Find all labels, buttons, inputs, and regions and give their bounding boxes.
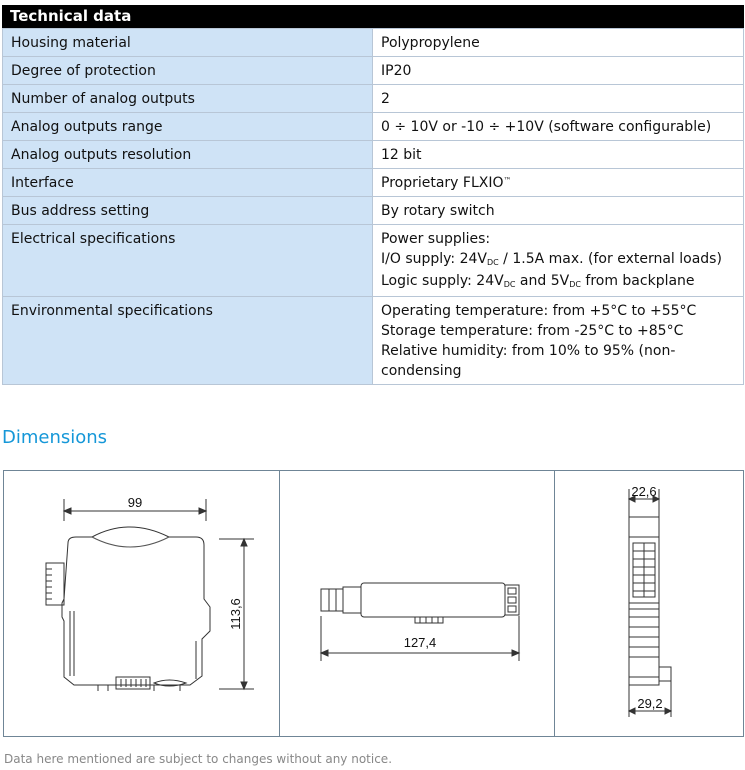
spec-value: 12 bit (373, 141, 744, 169)
trademark-symbol: ™ (503, 176, 512, 185)
top-view-panel (279, 471, 555, 736)
spec-value: 2 (373, 85, 744, 113)
subscript: DC (503, 280, 516, 289)
dimensions-figure (3, 470, 744, 737)
spec-key: Number of analog outputs (3, 85, 373, 113)
technical-data-header: Technical data (2, 5, 744, 28)
top-view-drawing (279, 471, 554, 737)
electrical-text: I/O supply: 24V (381, 251, 487, 267)
spec-value: IP20 (373, 57, 744, 85)
subscript: DC (569, 280, 581, 289)
electrical-text: / 1.5A max. (for external loads) (498, 251, 722, 267)
spec-row-resolution (3, 141, 744, 169)
electrical-line: Power supplies: (381, 231, 491, 247)
spec-row-housing (3, 29, 744, 57)
environmental-line: Relative humidity: from 10% to 95% (non-condensing (381, 343, 676, 379)
spec-key: Bus address setting (3, 197, 373, 225)
environmental-line: Storage temperature: from -25°C to +85°C (381, 323, 684, 339)
spec-value (373, 297, 744, 385)
electrical-line (381, 249, 735, 271)
spec-key: Environmental specifications (3, 297, 373, 385)
spec-row-bus-address (3, 197, 744, 225)
top-depth-label: 22,6 (631, 484, 657, 499)
spec-row-outputs (3, 85, 744, 113)
spec-row-interface (3, 169, 744, 197)
disclaimer-note: Data here mentioned are subject to changes without any notice. (4, 752, 393, 766)
dimensions-title: Dimensions (2, 427, 108, 448)
environmental-line: Operating temperature: from +5°C to +55°C (381, 303, 697, 319)
spec-key: Interface (3, 169, 373, 197)
electrical-text: Logic supply: 24V (381, 273, 504, 289)
spec-value: By rotary switch (373, 197, 744, 225)
spec-row-environmental (3, 297, 744, 385)
technical-data-table (2, 5, 744, 385)
spec-key: Degree of protection (3, 57, 373, 85)
width-label: 99 (127, 495, 143, 510)
spec-key: Electrical specifications (3, 225, 373, 297)
spec-row-electrical (3, 225, 744, 297)
electrical-text: from backplane (580, 273, 695, 289)
front-view-drawing (555, 471, 743, 737)
spec-key: Analog outputs range (3, 113, 373, 141)
spec-value (373, 225, 744, 297)
bottom-depth-label: 29,2 (637, 696, 663, 711)
spec-key: Analog outputs resolution (3, 141, 373, 169)
spec-row-range (3, 113, 744, 141)
side-view-drawing (4, 471, 279, 737)
spec-value: 0 ÷ 10V or -10 ÷ +10V (software configurable) (373, 113, 744, 141)
length-label: 127,4 (403, 635, 437, 650)
interface-text: Proprietary FLXIO (381, 175, 504, 191)
spec-value (373, 169, 744, 197)
spec-row-protection (3, 57, 744, 85)
height-label: 113,6 (228, 598, 243, 630)
spec-table (2, 28, 744, 385)
subscript: DC (486, 258, 499, 267)
electrical-line (381, 271, 735, 293)
front-view-panel (555, 471, 743, 736)
electrical-text: and 5V (515, 273, 570, 289)
spec-value: Polypropylene (373, 29, 744, 57)
side-view-panel (4, 471, 280, 736)
spec-key: Housing material (3, 29, 373, 57)
